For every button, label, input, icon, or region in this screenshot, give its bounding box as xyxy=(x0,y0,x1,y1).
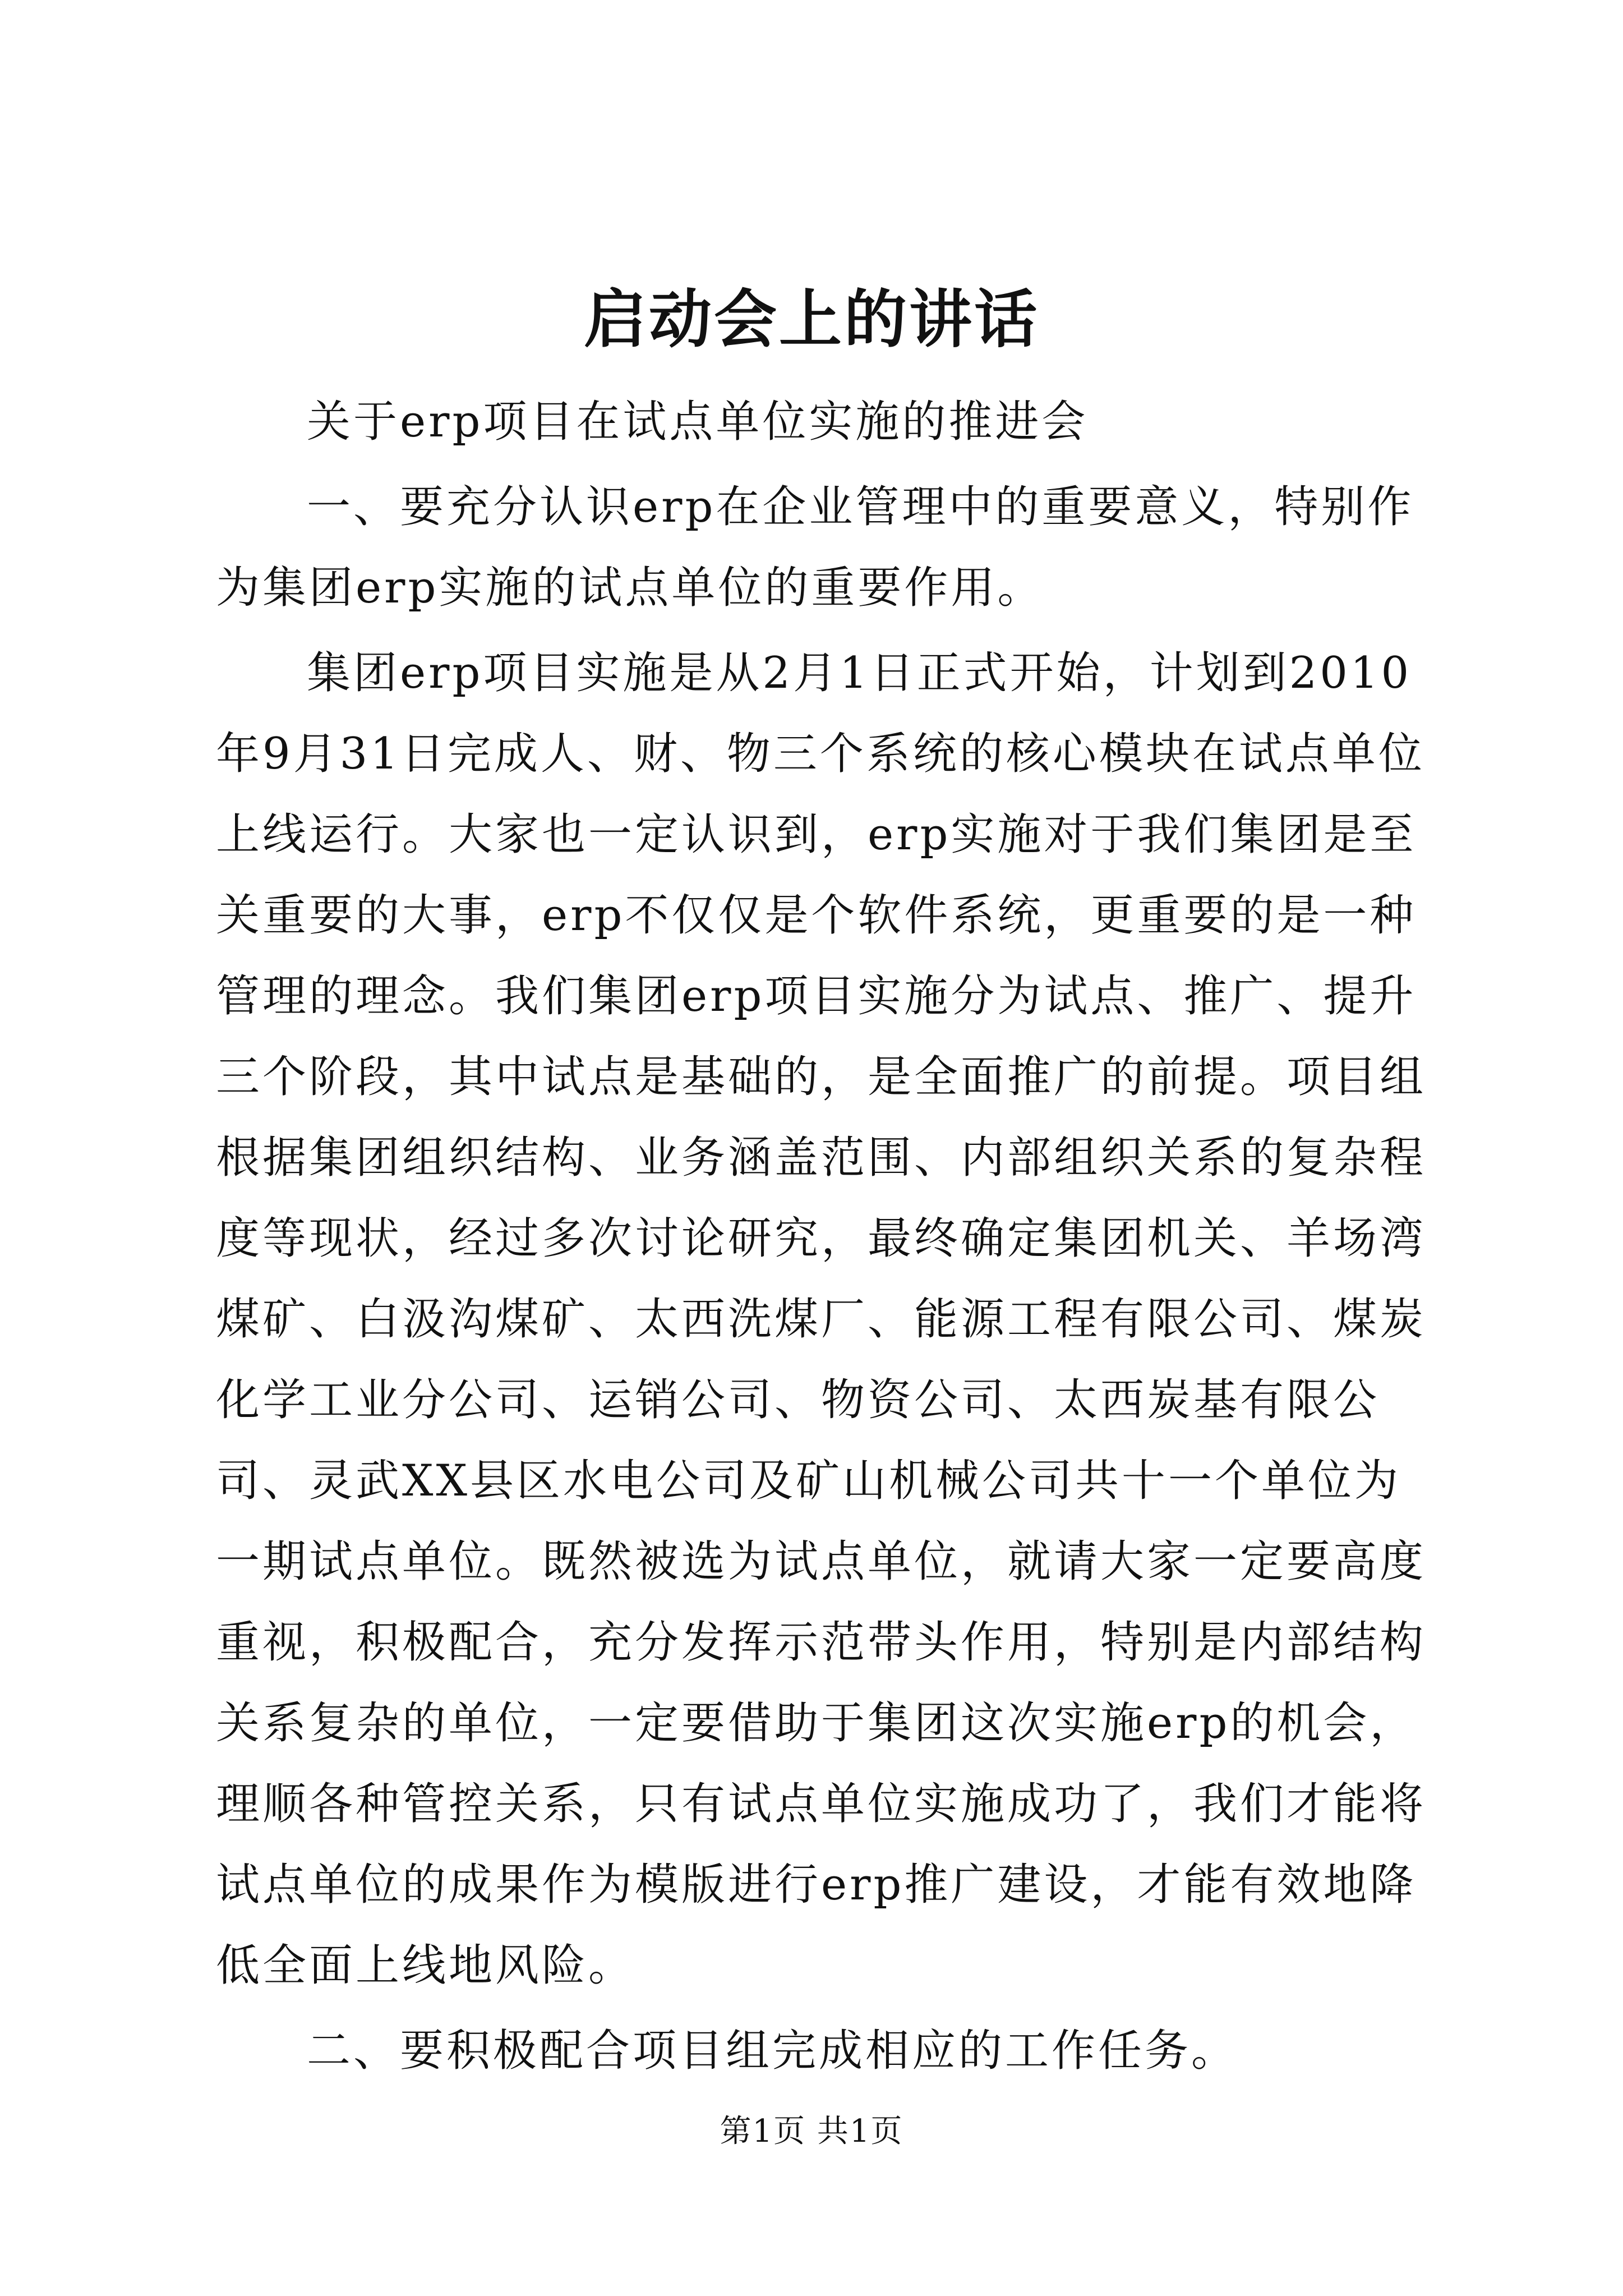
paragraph-spacer xyxy=(216,2006,1433,2010)
paragraph-spacer xyxy=(216,462,1433,467)
body-paragraph-1: 集团erp项目实施是从2月1日正式开始，计划到2010年9月31日完成人、财、物三个系统的核心模块在试点单位上线运行。大家也一定认识到，erp实施对于我们集团是至关重要的大事，erp不仅仅是个软件系统，更重要的是一种管理的理念。我们集团erp项目实施分为试点、推广、提升三个阶段，其中试点是基础的，是全面推广的前提。项目组根据集团组织结构、业务涵盖范围、内部组织关系的复杂程度等现状，经过多次讨论研究，最终确定集团机关、羊场湾煤矿、白汲沟煤矿、太西洗煤厂、能源工程有限公司、煤炭化学工业分公司、运销公司、物资公司、太西炭基有限公司、灵武XX县区水电公司及矿山机械公司共十一个单位为一期试点单位。既然被选为试点单位，就请大家一定要高度重视，积极配合，充分发挥示范带头作用，特别是内部结构关系复杂的单位，一定要借助于集团这次实施erp的机会，理顺各种管控关系，只有试点单位实施成功了，我们才能将试点单位的成果作为模版进行erp推广建设，才能有效地降低全面上线地风险。 xyxy=(216,648,1427,1991)
document-title: 启动会上的讲话 xyxy=(584,283,1039,356)
subtitle-paragraph: 关于erp项目在试点单位实施的推进会 xyxy=(307,397,1089,447)
section-2-heading: 二、要积极配合项目组完成相应的工作任务。 xyxy=(307,2026,1238,2076)
page-footer: 第1页 共1页 xyxy=(720,2113,903,2150)
document-body xyxy=(216,381,1433,2091)
section-1-heading: 一、要充分认识erp在企业管理中的重要意义，特别作为集团erp实施的试点单位的重要作用。 xyxy=(216,482,1414,613)
paragraph-spacer xyxy=(216,628,1433,633)
